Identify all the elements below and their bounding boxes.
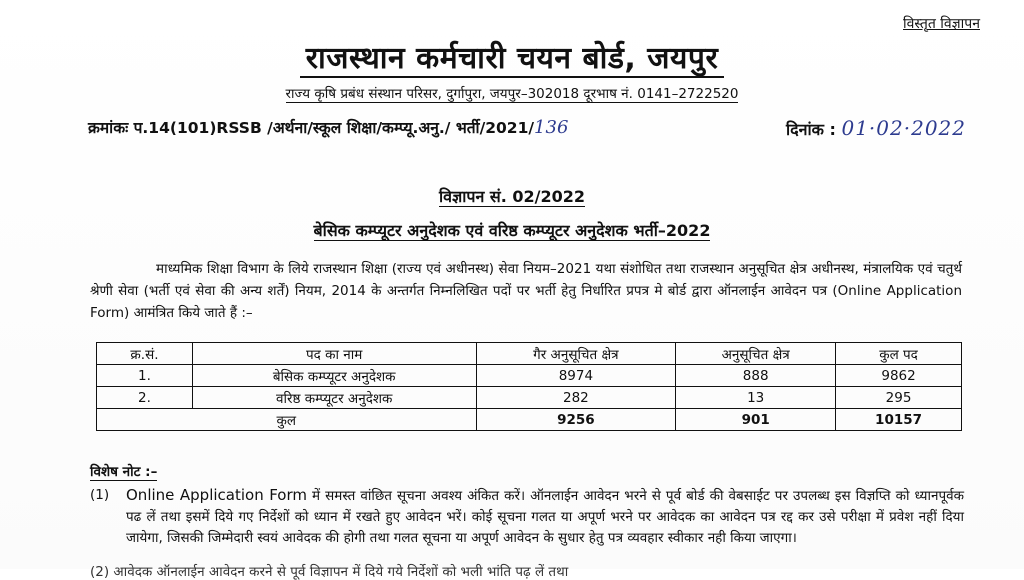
address-line <box>0 84 1024 102</box>
cell-serial: 1. <box>97 365 193 387</box>
note-item-1 <box>90 485 964 549</box>
note-number: (1) <box>90 487 110 503</box>
cell-serial: 2. <box>97 387 193 409</box>
table-header-row <box>97 343 962 365</box>
cell-total: 9862 <box>836 365 962 387</box>
cell-total: 295 <box>836 387 962 409</box>
cell-non-scheduled: 8974 <box>476 365 676 387</box>
cell-scheduled: 888 <box>676 365 836 387</box>
header-serial: क्र.सं. <box>97 343 193 365</box>
posts-table <box>96 342 962 431</box>
cut-off-text: (2) आवेदक ऑनलाईन आवेदन करने से पूर्व विज्ञापन में दिये गये निर्देशों को भली भांति पढ़ लें तथा <box>90 564 569 580</box>
table-total-row <box>97 409 962 431</box>
total-label: कुल <box>97 409 477 431</box>
reference-line <box>88 116 568 138</box>
reference-number: क्रमांकः प.14(101)RSSB /अर्थना/स्कूल शिक्षा/कम्प्यू.अनु./ भर्ती/2021/ <box>88 119 535 137</box>
note-body: में समस्त वांछित सूचना अवश्य अंकित करें। ऑनलाईन आवेदन भरने से पूर्व बोर्ड की वेबसाईट पर उपलब्ध इस विज्ञप्ति को ध्यानपूर्वक पढ लें तथा इसमें दिये गए निर्देशों को ध्यान में रखते हुए आवेदन भरें। कोई सूचना गलत या अपूर्ण भरने पर आवेदक का आवेदन पत्र रद्द कर उसे परीक्षा में प्रवेश नहीं दिया जायेगा, जिसकी जिम्मेदारी स्वयं आवेदक की होगी तथा गलत सूचना या अपूर्ण आवेदन के सुधार हेतु पत्र व्यवहार स्वीकार नही किया जाएगा। <box>126 488 964 546</box>
special-note-heading <box>90 462 157 480</box>
total-non-scheduled: 9256 <box>476 409 676 431</box>
cell-post-name: बेसिक कम्प्यूटर अनुदेशक <box>192 365 476 387</box>
table-row <box>97 387 962 409</box>
header-non-scheduled: गैर अनुसूचित क्षेत्र <box>476 343 676 365</box>
date-line <box>786 116 966 140</box>
date-handwritten: 01·02·2022 <box>841 116 966 140</box>
address-text: राज्य कृषि प्रबंध संस्थान परिसर, दुर्गापुरा, जयपुर–302018 दूरभाष नं. 0141–2722520 <box>285 86 739 102</box>
advertisement-number-text: विज्ञापन सं. 02/2022 <box>438 187 586 206</box>
cell-scheduled: 13 <box>676 387 836 409</box>
detailed-ad-badge: विस्तृत विज्ञापन <box>903 16 980 32</box>
advertisement-title <box>0 219 1024 241</box>
organization-title <box>0 36 1024 77</box>
table-row <box>97 365 962 387</box>
header-total-posts: कुल पद <box>836 343 962 365</box>
intro-text: माध्यमिक शिक्षा विभाग के लिये राजस्थान शिक्षा (राज्य एवं अधीनस्थ) सेवा नियम–2021 यथा संशोधित तथा राजस्थान अनुसूचित क्षेत्र अधीनस्थ, मंत्रालयिक एवं चतुर्थ श्रेणी सेवा (भर्ती एवं सेवा की अन्य शर्तें) नियम, 2014 के अन्तर्गत निम्नलिखित पदों पर भर्ती हेतु निर्धारित प्रपत्र मे बोर्ड द्वारा ऑनलाईन आवेदन पत्र (Online Application Form) आमंत्रित किये जाते हैं :– <box>90 261 962 321</box>
header-scheduled: अनुसूचित क्षेत्र <box>676 343 836 365</box>
intro-paragraph <box>90 258 962 324</box>
advertisement-title-text: बेसिक कम्प्यूटर अनुदेशक एवं वरिष्ठ कम्प्यूटर अनुदेशक भर्ती–2022 <box>313 221 711 240</box>
cell-non-scheduled: 282 <box>476 387 676 409</box>
cut-off-line <box>90 562 964 580</box>
organization-name: राजस्थान कर्मचारी चयन बोर्ड, जयपुर <box>300 41 725 78</box>
special-note-heading-text: विशेष नोट :– <box>90 464 158 480</box>
advertisement-number <box>0 185 1024 207</box>
total-posts: 10157 <box>836 409 962 431</box>
reference-handwritten: 136 <box>534 117 569 138</box>
date-label: दिनांक : <box>785 120 836 139</box>
header-post-name: पद का नाम <box>192 343 476 365</box>
total-scheduled: 901 <box>676 409 836 431</box>
cell-post-name: वरिष्ठ कम्प्यूटर अनुदेशक <box>192 387 476 409</box>
note-english-term: Online Application Form <box>126 486 308 504</box>
note-text <box>126 485 964 549</box>
